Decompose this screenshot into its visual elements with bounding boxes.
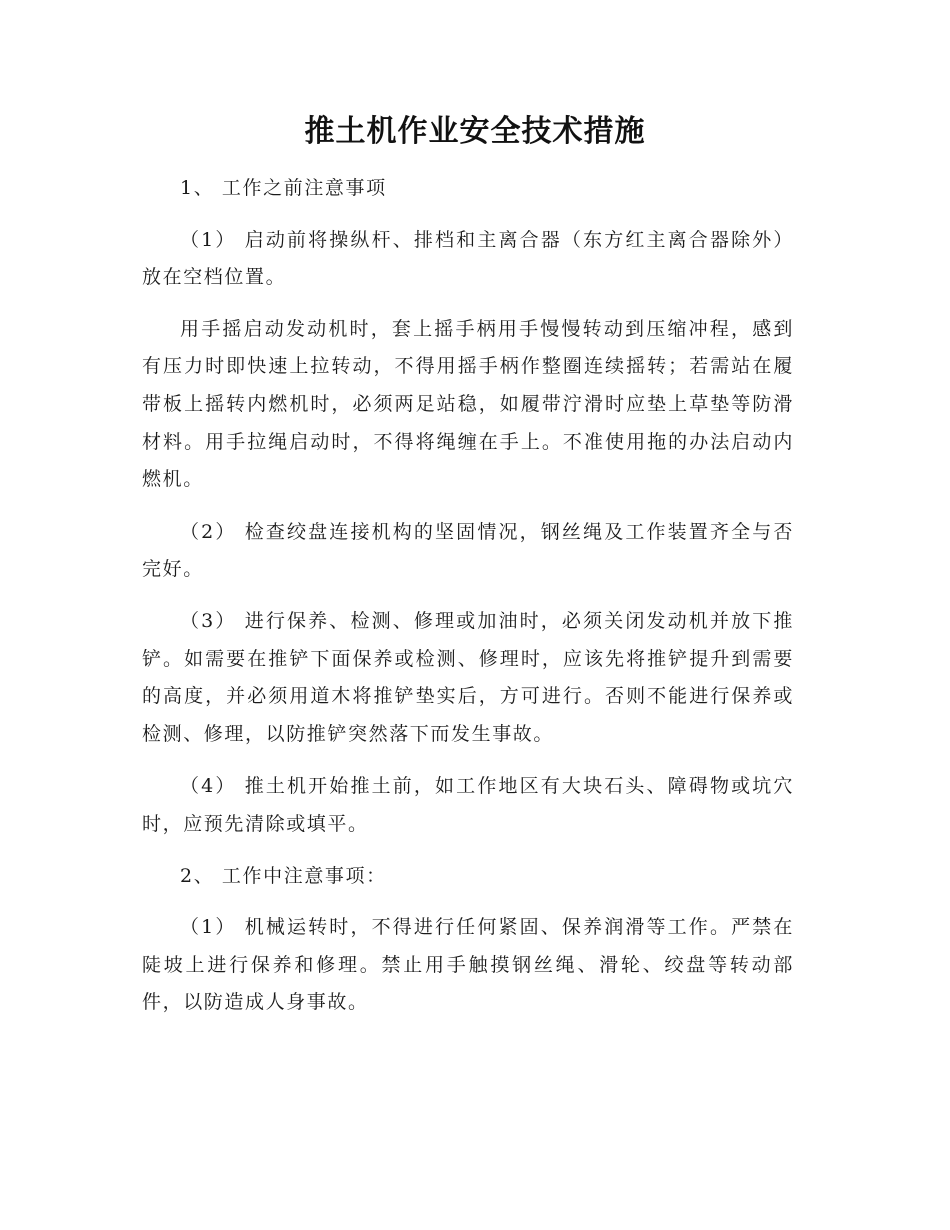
paragraph-item-1: （1） 启动前将操纵杆、排档和主离合器（东方红主离合器除外）放在空档位置。 (142, 228, 794, 289)
document-body (142, 170, 794, 1037)
section-heading-before-work: 1、 工作之前注意事项 (180, 177, 387, 199)
paragraph-item-3: （3） 进行保养、检测、修理或加油时，必须关闭发动机并放下推铲。如需要在推铲下面保养或检测、修理时，应该先将推铲提升到需要的高度，并必须用道木将推铲垫实后，方可进行。否则不能进行保养或检测、修理，以防推铲突然落下而发生事故。 (142, 609, 794, 745)
paragraph-item-2: （2） 检查绞盘连接机构的坚固情况，钢丝绳及工作装置齐全与否完好。 (142, 520, 794, 581)
paragraph-item-4: （4） 推土机开始推土前，如工作地区有大块石头、障碍物或坑穴时，应预先清除或填平。 (142, 775, 794, 835)
paragraph-hand-crank-start: 用手摇启动发动机时，套上摇手柄用手慢慢转动到压缩冲程，感到有压力时即快速上拉转动，不得用摇手柄作整圈连续摇转；若需站在履带板上摇转内燃机时，必须两足站稳，如履带泞滑时应垫上草垫等防滑材料。用手拉绳启动时，不得将绳缠在手上。不准使用拖的办法启动内燃机。 (142, 317, 794, 491)
document-title: 推土机作业安全技术措施 (304, 114, 646, 149)
section-heading-during-work: 2、 工作中注意事项： (180, 864, 387, 887)
paragraph-during-work-item-1: （1） 机械运转时，不得进行任何紧固、保养润滑等工作。严禁在陡坡上进行保养和修理。禁止用手触摸钢丝绳、滑轮、绞盘等转动部件，以防造成人身事故。 (142, 916, 794, 1014)
